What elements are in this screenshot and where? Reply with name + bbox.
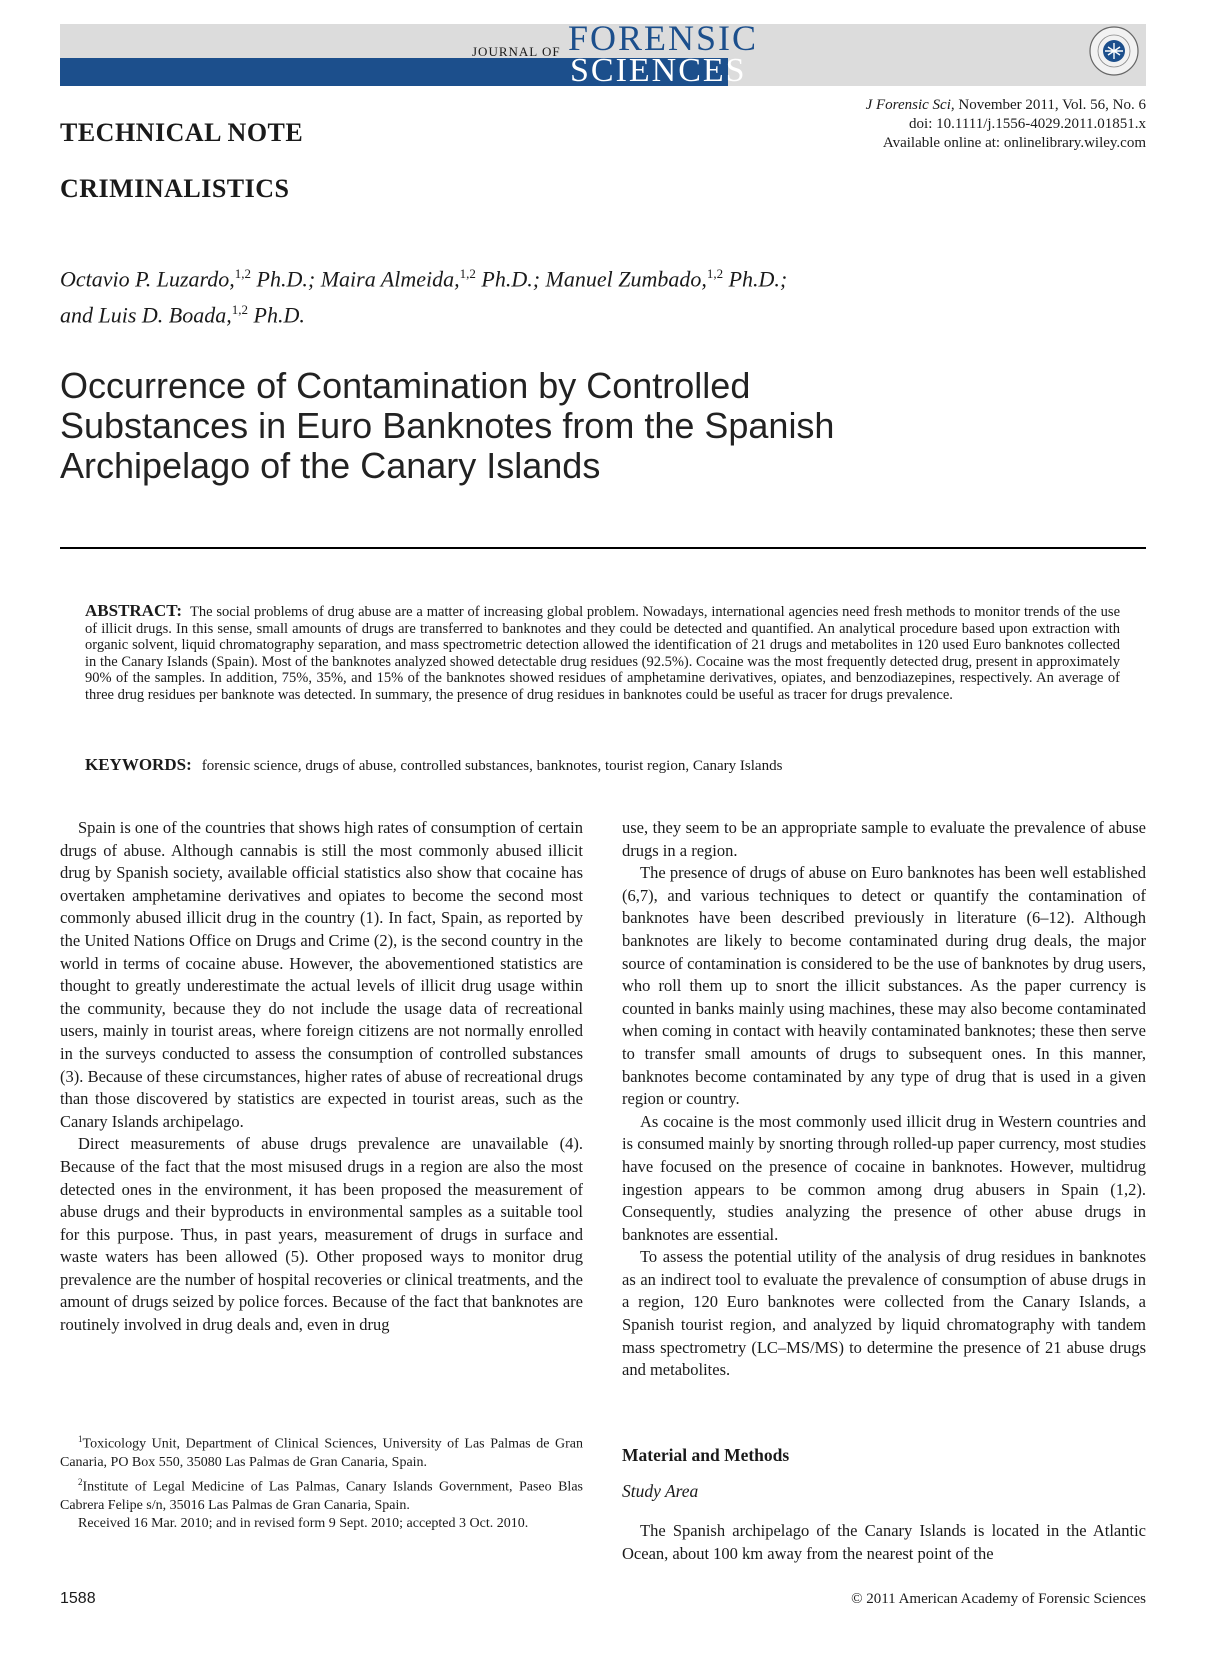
- article-field: CRIMINALISTICS: [60, 174, 290, 203]
- keywords-label: KEYWORDS:: [85, 755, 192, 774]
- journal-name-sciences: SCIENCES: [570, 52, 747, 89]
- citation-issue: November 2011, Vol. 56, No. 6: [954, 97, 1146, 113]
- footnote-mark: 2: [78, 1476, 83, 1487]
- author-degree: Ph.D.;: [475, 266, 541, 292]
- footnote-mark: 1: [78, 1434, 83, 1444]
- author-name: Octavio P. Luzardo,: [60, 266, 235, 292]
- abstract: [85, 603, 1120, 704]
- author-list: [60, 258, 980, 331]
- keywords-text: forensic science, drugs of abuse, controlled substances, banknotes, tourist region, Canary Islands: [201, 758, 783, 774]
- author-degree: Ph.D.;: [251, 266, 316, 292]
- doi: doi: 10.1111/j.1556-4029.2011.01851.x: [909, 116, 1146, 132]
- author-name: Maira Almeida,: [320, 266, 460, 292]
- article-title: Occurrence of Contamination by Controlled Substances in Euro Banknotes from the Spanish Archipelago of the Canary Islands: [60, 365, 835, 486]
- article-type: TECHNICAL NOTE: [60, 118, 304, 147]
- author-affiliation: 1,2: [234, 266, 252, 281]
- citation-journal: J Forensic Sci,: [865, 97, 955, 113]
- footnote-text: Institute of Legal Medicine of Las Palmas, Canary Islands Government, Paseo Blas Cabrera Felipe s/n, 35016 Las Palmas de Gran Canaria, Spain.: [60, 1479, 583, 1513]
- footnote-2: [60, 1473, 583, 1516]
- abstract-label: ABSTRACT:: [85, 601, 182, 620]
- body-paragraph: use, they seem to be an appropriate sample to evaluate the prevalence of abuse drugs in a region.: [622, 818, 1146, 860]
- footnote-text: Toxicology Unit, Department of Clinical Sciences, University of Las Palmas de Gran Canaria, PO Box 550, 35080 Las Palmas de Gran Canaria, Spain.: [60, 1436, 583, 1471]
- journal-name-forensic: FORENSIC: [568, 18, 759, 58]
- author-affiliation: 1,2: [459, 266, 476, 281]
- author-name: Manuel Zumbado,: [545, 266, 707, 292]
- author-affiliation: 1,2: [706, 266, 724, 281]
- body-column-left: [60, 817, 583, 1337]
- received-dates: Received 16 Mar. 2010; and in revised form 9 Sept. 2010; accepted 3 Oct. 2010.: [78, 1516, 529, 1532]
- body-paragraph: Direct measurements of abuse drugs prevalence are unavailable (4). Because of the fact that the most misused drugs in a region are also the most detected ones in the environment, it has been proposed the measurement of abuse drugs and their byproducts in environmental samples as a suitable tool for this purpose. Thus, in past years, measurement of drugs in surface and waste waters has been allowed (5). Other proposed ways to monitor drug prevalence are the number of hospital recoveries or clinical treatments, and the amount of drugs seized by police forces. Because of the fact that banknotes are routinely involved in drug deals and, even in drug: [60, 1134, 583, 1335]
- footnotes: [60, 1430, 583, 1534]
- author-degree: Ph.D.: [248, 302, 305, 328]
- section-heading-methods: Material and Methods: [622, 1445, 790, 1465]
- subsection-heading-study-area: Study Area: [622, 1481, 699, 1501]
- body-paragraph: Spain is one of the countries that shows high rates of consumption of certain drugs of abuse. Although cannabis is still the most commonly abused illicit drug by Spanish society, available official statistics also show that cocaine has overtaken amphetamine derivatives and opiates to become the second most commonly abused illicit drug in the country (1). In fact, Spain, as reported by the United Nations Office on Drugs and Crime (2), is the second country in the world in terms of cocaine abuse. However, the abovementioned statistics are thought to greatly underestimate the actual levels of illicit drug usage within the community, because they do not include the usage data of recreational users, mainly in tourist areas, where foreign citizens are not normally enrolled in the surveys conducted to assess the consumption of controlled substances (3). Because of these circumstances, higher rates of abuse of recreational drugs than those discovered by statistics are expected in tourist areas, such as the Canary Islands archipelago.: [60, 818, 583, 1131]
- citation-block: [866, 96, 1146, 153]
- body-paragraph: As cocaine is the most commonly used illicit drug in Western countries and is consumed mainly by snorting through rolled-up paper currency, most studies have focused on the presence of cocaine in banknotes. However, multidrug ingestion appears to be common among drug abusers in Spain (1,2). Consequently, studies analyzing the presence of other abuse drugs in banknotes are essential.: [622, 1111, 1146, 1244]
- journal-prefix: JOURNAL OF: [472, 44, 561, 59]
- footnote-1: [60, 1430, 583, 1473]
- abstract-text: The social problems of drug abuse are a matter of increasing global problem. Nowadays, international agencies need fresh methods to monitor trends of the use of illicit drugs. In this sense, small amounts of drugs are transferred to banknotes and they could be detected and quantified. An analytical procedure based upon extraction with organic solvent, liquid chromatography separation, and mass spectrometric detection allowed the identification of 21 drugs and metabolites in 120 used Euro banknotes collected in the Canary Islands (Spain). Most of the banknotes analyzed showed detectable drug residues (92.5%). Cocaine was the most frequently detected drug, present in approximately 90% of the samples. In addition, 75%, 35%, and 15% of the banknotes showed residues of amphetamine derivatives, opiates, and benzodiazepines, respectively. An average of three drug residues per banknote was detected. In summary, the presence of drug residues in banknotes could be useful as tracer for drugs prevalence.: [85, 604, 1120, 703]
- body-column-right: [622, 817, 1146, 1382]
- methods-text: [622, 1520, 1146, 1565]
- page-number: 1588: [60, 1590, 96, 1607]
- author-affiliation: 1,2: [231, 302, 248, 318]
- body-paragraph: To assess the potential utility of the analysis of drug residues in banknotes as an indirect tool to evaluate the prevalence of consumption of abuse drugs in a region, 120 Euro banknotes were collected from the Canary Islands, a Spanish tourist region, and analyzed by liquid chromatography with tandem mass spectrometry (LC–MS/MS) to determine the presence of 21 abuse drugs and metabolites.: [622, 1247, 1146, 1380]
- title-divider: [60, 547, 1146, 549]
- author-degree: Ph.D.;: [723, 266, 788, 292]
- body-paragraph: The presence of drugs of abuse on Euro banknotes has been well established (6,7), and various techniques to detect or quantify the contamination of banknotes have been described previously in literature (6–12). Although banknotes are likely to become contaminated during drug deals, the major source of contamination is considered to be the use of banknotes by drug users, who roll them up to snort the illicit substances. As the paper currency is counted in banks mainly using machines, these may also become contaminated when coming in contact with heavily contaminated banknotes; these then serve to transfer small amounts of drugs to subsequent ones. In this manner, banknotes become contaminated by any type of drug that is used in a given region or country.: [622, 863, 1146, 1109]
- journal-banner: [60, 18, 1146, 89]
- body-paragraph: The Spanish archipelago of the Canary Islands is located in the Atlantic Ocean, about 100 km away from the nearest point of the: [622, 1521, 1146, 1563]
- availability: Available online at: onlinelibrary.wiley.com: [882, 135, 1146, 151]
- copyright: © 2011 American Academy of Forensic Sciences: [851, 1591, 1146, 1607]
- academy-seal-icon: [1088, 25, 1140, 77]
- keywords: [85, 755, 1120, 775]
- author-name: and Luis D. Boada,: [60, 302, 232, 328]
